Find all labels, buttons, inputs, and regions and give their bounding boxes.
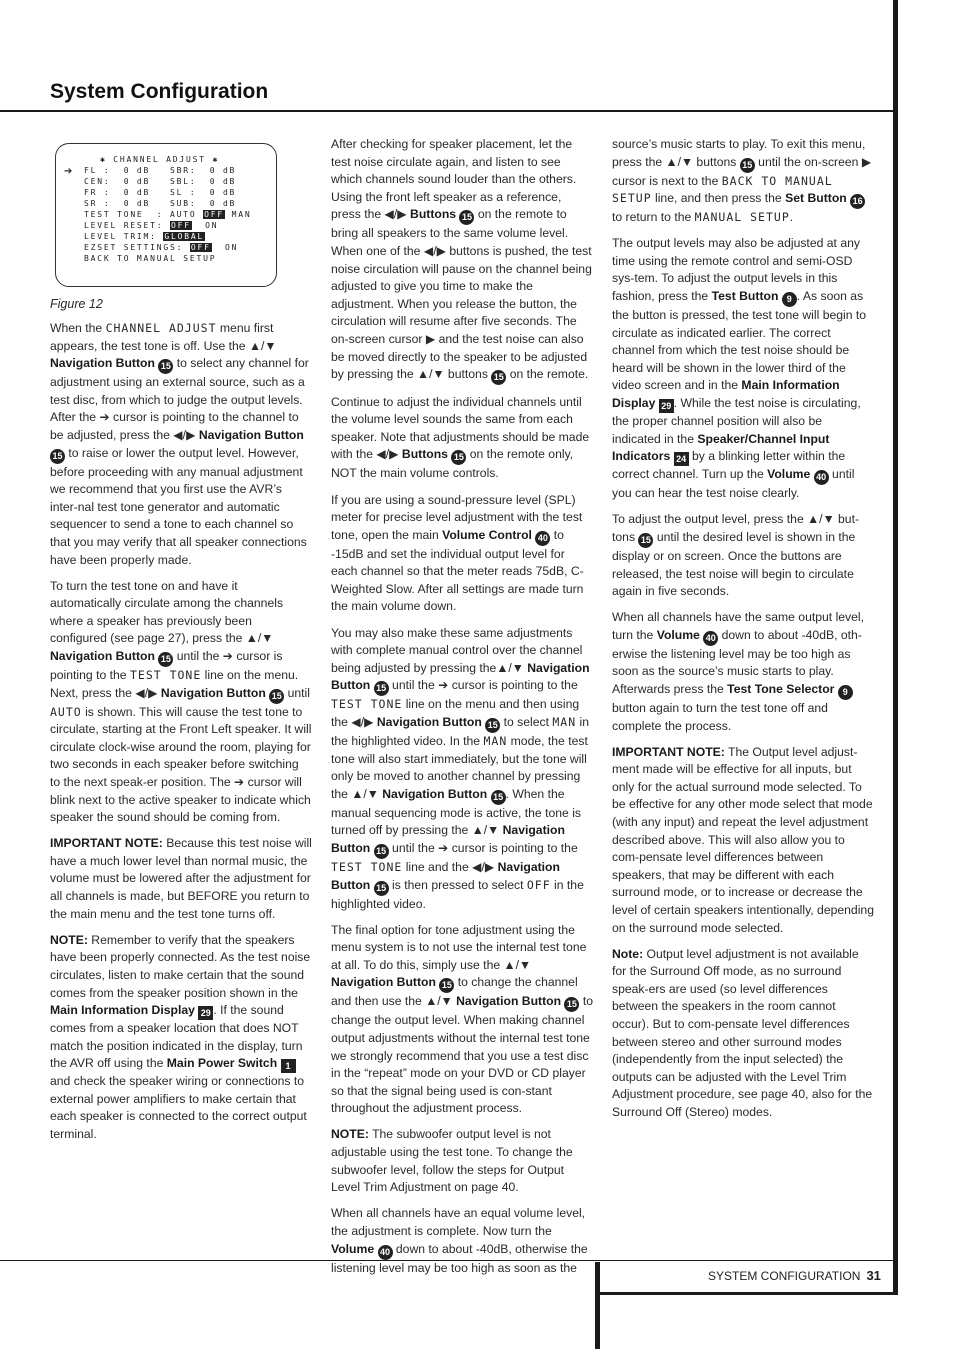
osd-row-1: FL : 0 dB SBR: 0 dB [84,166,237,175]
osd-test-tone-tail: MAN [224,210,252,219]
column-3 [612,136,874,1130]
footer-bottom-rule [598,1292,898,1295]
osd-title: ✱ CHANNEL ADJUST ✱ [100,155,220,164]
osd-row-4: SR : 0 dB SUB: 0 dB [84,199,237,208]
page-number: 31 [866,1268,881,1283]
paragraph: When the CHANNEL ADJUST menu first appears, the test tone is off. Use the ▲/▼ Navigation Button 15 to select any channel for adjustment using an external source, such as a test disc, from which to judge the output levels. After the ➔ cursor is pointing to the channel to be adjusted, press the ◀/▶ Navigation Button 15 to raise or lower the output level. However, before proceeding with any manual adjustment we recommend that you first use the AVR’s inter-nal test tone generator and automatic sequencer to send a tone to each channel so that you may verify that all speaker connections have been properly made. [50,321,309,567]
osd-cursor-arrow: ➔ [64,166,73,177]
paragraph: NOTE: The subwoofer output level is not adjustable using the test tone. To change the subwoofer level, follow the steps for Output Level Trim Adjustment on page 40. [331,1127,573,1195]
osd-level-reset-label: LEVEL RESET: [84,221,171,230]
osd-ezset-highlight: OFF [190,243,211,252]
osd-test-tone-highlight: OFF [204,210,224,219]
osd-ezset-label: EZSET SETTINGS: [84,243,190,252]
osd-ezset-tail: ON [211,243,239,252]
osd-level-reset-tail: ON [191,221,219,230]
paragraph: NOTE: Remember to verify that the speakers have been properly connected. As the test noise circulates, listen to make certain that the sound comes from the speaker position shown in the Main Information Display 29 . If the sound comes from a speaker location that does NOT match the position indicated in the display, turn the AVR off using the Main Power Switch 1 and check the speaker wiring or connections to external power amplifiers to make certain that each speaker is connected to the correct output terminal. [50,932,311,1142]
footer-vertical-rule [595,1262,600,1349]
paragraph: IMPORTANT NOTE: The Output level adjust-ment made will be effective for all inputs, but only for the actual surround mode selected. To be effective for any other mode select that mode (with any input) and repeat the level adjustment described above. This will also allow you to com-pensate level differences between speakers, that may be different with each surround mode, or to increase or decrease the level of certain speakers intentionally, depending on the surround mode selected. [612,744,874,935]
osd-level-trim-highlight: GLOBAL [164,232,205,241]
footer-section-label: SYSTEM CONFIGURATION [708,1269,861,1283]
paragraph: When all channels have the same output level, turn the Volume 40 down to about -40dB, oth-erwise the listening level may be too high as soon as the source’s music starts to play. Afterwards press the Test Tone Selector 9 button again to turn the test tone off and complete the process. [612,610,865,733]
paragraph: To turn the test tone on and have it automatically circulate among the channels where a speaker has previously been configured (see page 27), press the ▲/▼ Navigation Button 15 until the ➔ cursor is pointing to the TEST TONE line on the menu. Next, press the ◀/▶ Navigation Button 15 until AUTO is shown. This will cause the test tone to circulate, starting at the Front Left speaker. It will circulate clock-wise around the room, playing for two seconds in each speaker before switching to the next speak-er position. The ➔ cursor will blink next to the active speaker to indicate which speaker the sound should be coming from. [50,578,312,825]
figure-caption: Figure 12 [50,297,103,311]
page-title: System Configuration [50,80,269,103]
paragraph: You may also make these same adjustments with complete manual control over the channel being adjusted by pressing the▲/▼ Navigation Button 15 until the ➔ cursor is pointing to the TEST TONE line on the menu and then using the ◀/▶ Navigation Button 15 to select MAN in the highlighted video. In the MAN mode, the test tone will also start immediately, but the tone will only be moved to another channel by pressing the ▲/▼ Navigation Button 15 . When the manual sequencing mode is active, the tone is turned off by pressing the ▲/▼ Navigation Button 15 until the ➔ cursor is pointing to the TEST TONE line and the ◀/▶ Navigation Button 15 is then pressed to select OFF in the highlighted video. [331,625,590,911]
page-footer [708,1268,881,1283]
osd-level-reset-highlight: OFF [171,221,191,230]
osd-back-to-manual: BACK TO MANUAL SETUP [84,254,217,263]
column-1 [50,320,312,1152]
paragraph: Note: Output level adjustment is not available for the Surround Off mode, as no surround speak-ers are used (so level differences between the speakers in the room cannot occur). But to com-pensate level differences between stereo and other surround modes (independently from the input selected) the outputs can be adjusted with the Level Trim Adjustment procedure, see page 40, also for the Surround Off (Stereo) modes. [612,946,873,1120]
osd-menu-lines [84,154,251,264]
paragraph: The output levels may also be adjusted at any time using the remote control and semi-OSD sys-tem. To adjust the output levels in this fashion, press the Test Button 9 . As soon as the button is pressed, the test tone will begin to circulate as indicated earlier. The correct channel from which the test noise should be heard will be shown in the lower third of the video screen and in the Main Information Display 29 . While the test noise is circulating, the proper channel position will also be indicated in the Speaker/Channel Input Indicators 24 by a blinking letter within the correct channel. Turn up the Volume 40 until you can hear the test noise clearly. [612,236,867,501]
paragraph: IMPORTANT NOTE: Because this test noise will have a much lower level than normal music, the volume must be lowered after the adjustment for all channels is made, but BEFORE you return to the main menu and the test tone turns off. [50,836,312,921]
column-2 [331,136,593,1286]
osd-channel-adjust-screen [55,143,277,287]
osd-test-tone-label: TEST TONE : AUTO [84,210,204,219]
paragraph: source’s music starts to play. To exit this menu, press the ▲/▼ buttons 15 until the on-screen ▶ cursor is next to the BACK TO MANUAL SETUP line, and then press the Set Button 16 to return to the MANUAL SETUP. [612,137,872,225]
paragraph: When all channels have an equal volume level, the adjustment is complete. Now turn the Volume 40 down to about -40dB, otherwise the listening level may be too high as soon as the [331,1206,588,1275]
paragraph: Continue to adjust the individual channels until the volume level sounds the same from each speaker. Note that adjustments should be made with the ◀/▶ Buttons 15 on the remote only, NOT the main volume controls. [331,394,590,481]
paragraph: After checking for speaker placement, let the test noise circulate again, and listen to see which channels sound louder than the others. Using the front left speaker as a reference, press the ◀/▶ Buttons 15 on the remote to bring all speakers to the same volume level. When one of the ◀/▶ buttons is pushed, the test noise circulation will pause on the channel being adjusted to give you time to make the adjustment. When you release the button, the circulation will resume after five seconds. The on-screen cursor ▶ and the test noise can also be moved directly to the speaker to be adjusted by pressing the ▲/▼ buttons 15 on the remote. [331,136,593,385]
paragraph: The final option for tone adjustment using the menu system is to not use the internal test tone at all. To do this, simply use the ▲/▼ Navigation Button 15 to change the channel and then use the ▲/▼ Navigation Button 15 to change the output level. When making channel output adjustments without the internal test tone we strongly recommend that you use a test disc in the “repeat” mode on your DVD or CD player so that the signal being used is con-stant throughout the adjustment process. [331,922,593,1116]
osd-level-trim-label: LEVEL TRIM: [84,232,164,241]
right-vertical-rule [893,0,898,1295]
osd-row-2: CEN: 0 dB SBL: 0 dB [84,177,237,186]
paragraph: If you are using a sound-pressure level (SPL) meter for precise level adjustment with the test tone, open the main Volume Control 40 to -15dB and set the individual output level for each channel so that the meter reads 75dB, C-Weighted Slow. After all settings are made turn the main volume down. [331,492,584,614]
paragraph: To adjust the output level, press the ▲/▼ but-tons 15 until the desired level is shown in the display or on screen. Once the buttons are released, the test noise will begin to circulate again in five seconds. [612,512,860,599]
header-rule [0,110,898,112]
osd-row-3: FR : 0 dB SL : 0 dB [84,188,237,197]
